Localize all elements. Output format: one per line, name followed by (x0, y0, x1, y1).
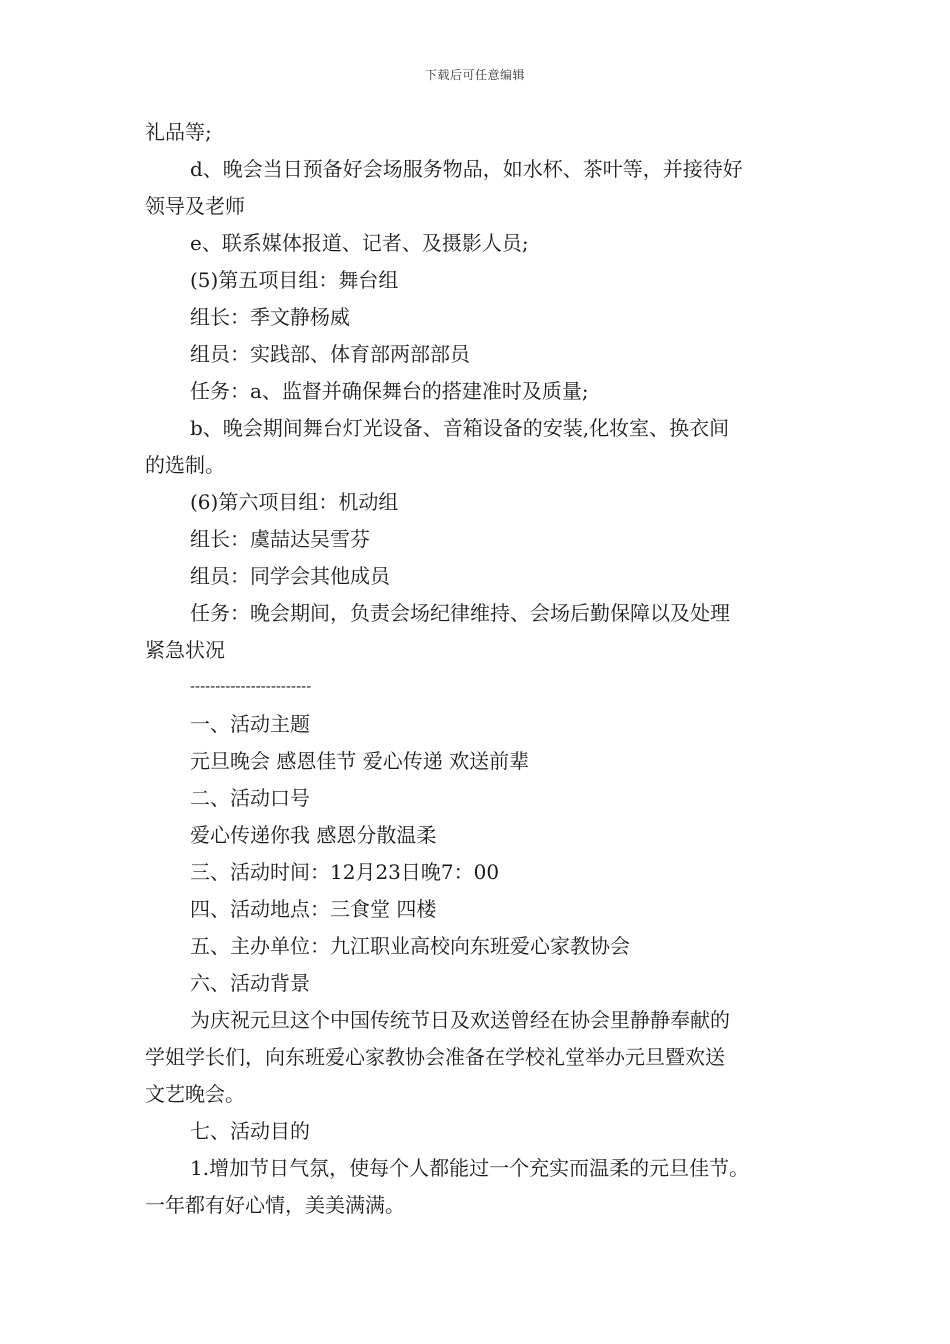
section-heading: (6)第六项目组：机动组 (190, 490, 399, 514)
section-heading: 一、活动主题 (190, 712, 310, 736)
section-heading: 七、活动目的 (190, 1119, 310, 1143)
section-heading: 四、活动地点：三食堂 四楼 (190, 897, 437, 921)
paragraph-line: 为庆祝元旦这个中国传统节日及欢送曾经在协会里静静奉献的 (190, 1008, 730, 1032)
paragraph-line: 组长：虞喆达吴雪芬 (190, 527, 370, 551)
paragraph-line: 礼品等; (145, 120, 212, 144)
paragraph-line: 1.增加节日气氛，使每个人都能过一个充实而温柔的元旦佳节。 (190, 1156, 750, 1180)
page-header: 下载后可任意编辑 (424, 68, 525, 82)
paragraph-line: 任务：a、监督并确保舞台的搭建准时及质量; (190, 379, 589, 403)
document-body (145, 114, 810, 1224)
paragraph-line: d、晚会当日预备好会场服务物品，如水杯、茶叶等，并接待好 (190, 157, 743, 181)
paragraph-line: 元旦晚会 感恩佳节 爱心传递 欢送前辈 (190, 749, 530, 773)
paragraph-line: 任务：晚会期间，负责会场纪律维持、会场后勤保障以及处理 (190, 601, 730, 625)
section-heading: 六、活动背景 (190, 971, 310, 995)
paragraph-line: 组员：实践部、体育部两部部员 (190, 342, 470, 366)
section-heading: 五、主办单位：九江职业高校向东班爱心家教协会 (190, 934, 630, 958)
paragraph-line: 紧急状况 (145, 638, 225, 662)
paragraph-line: b、晚会期间舞台灯光设备、音箱设备的安装,化妆室、换衣间 (190, 416, 730, 440)
section-heading: (5)第五项目组：舞台组 (190, 268, 399, 292)
divider-dashes: ------------------------ (190, 679, 312, 695)
paragraph-line: 组员：同学会其他成员 (190, 564, 390, 588)
paragraph-line: 爱心传递你我 感恩分散温柔 (190, 823, 437, 847)
paragraph-line: 组长：季文静杨威 (190, 305, 350, 329)
paragraph-line: 一年都有好心情，美美满满。 (145, 1193, 405, 1217)
paragraph-line: 的选制。 (145, 453, 225, 477)
paragraph-line: 领导及老师 (145, 194, 245, 218)
section-heading: 二、活动口号 (190, 786, 310, 810)
paragraph-line: e、联系媒体报道、记者、及摄影人员; (190, 231, 529, 255)
paragraph-line: 文艺晚会。 (145, 1082, 245, 1106)
section-heading: 三、活动时间：12月23日晚7：00 (190, 860, 500, 884)
paragraph-line: 学姐学长们，向东班爱心家教协会准备在学校礼堂举办元旦暨欢送 (145, 1045, 725, 1069)
